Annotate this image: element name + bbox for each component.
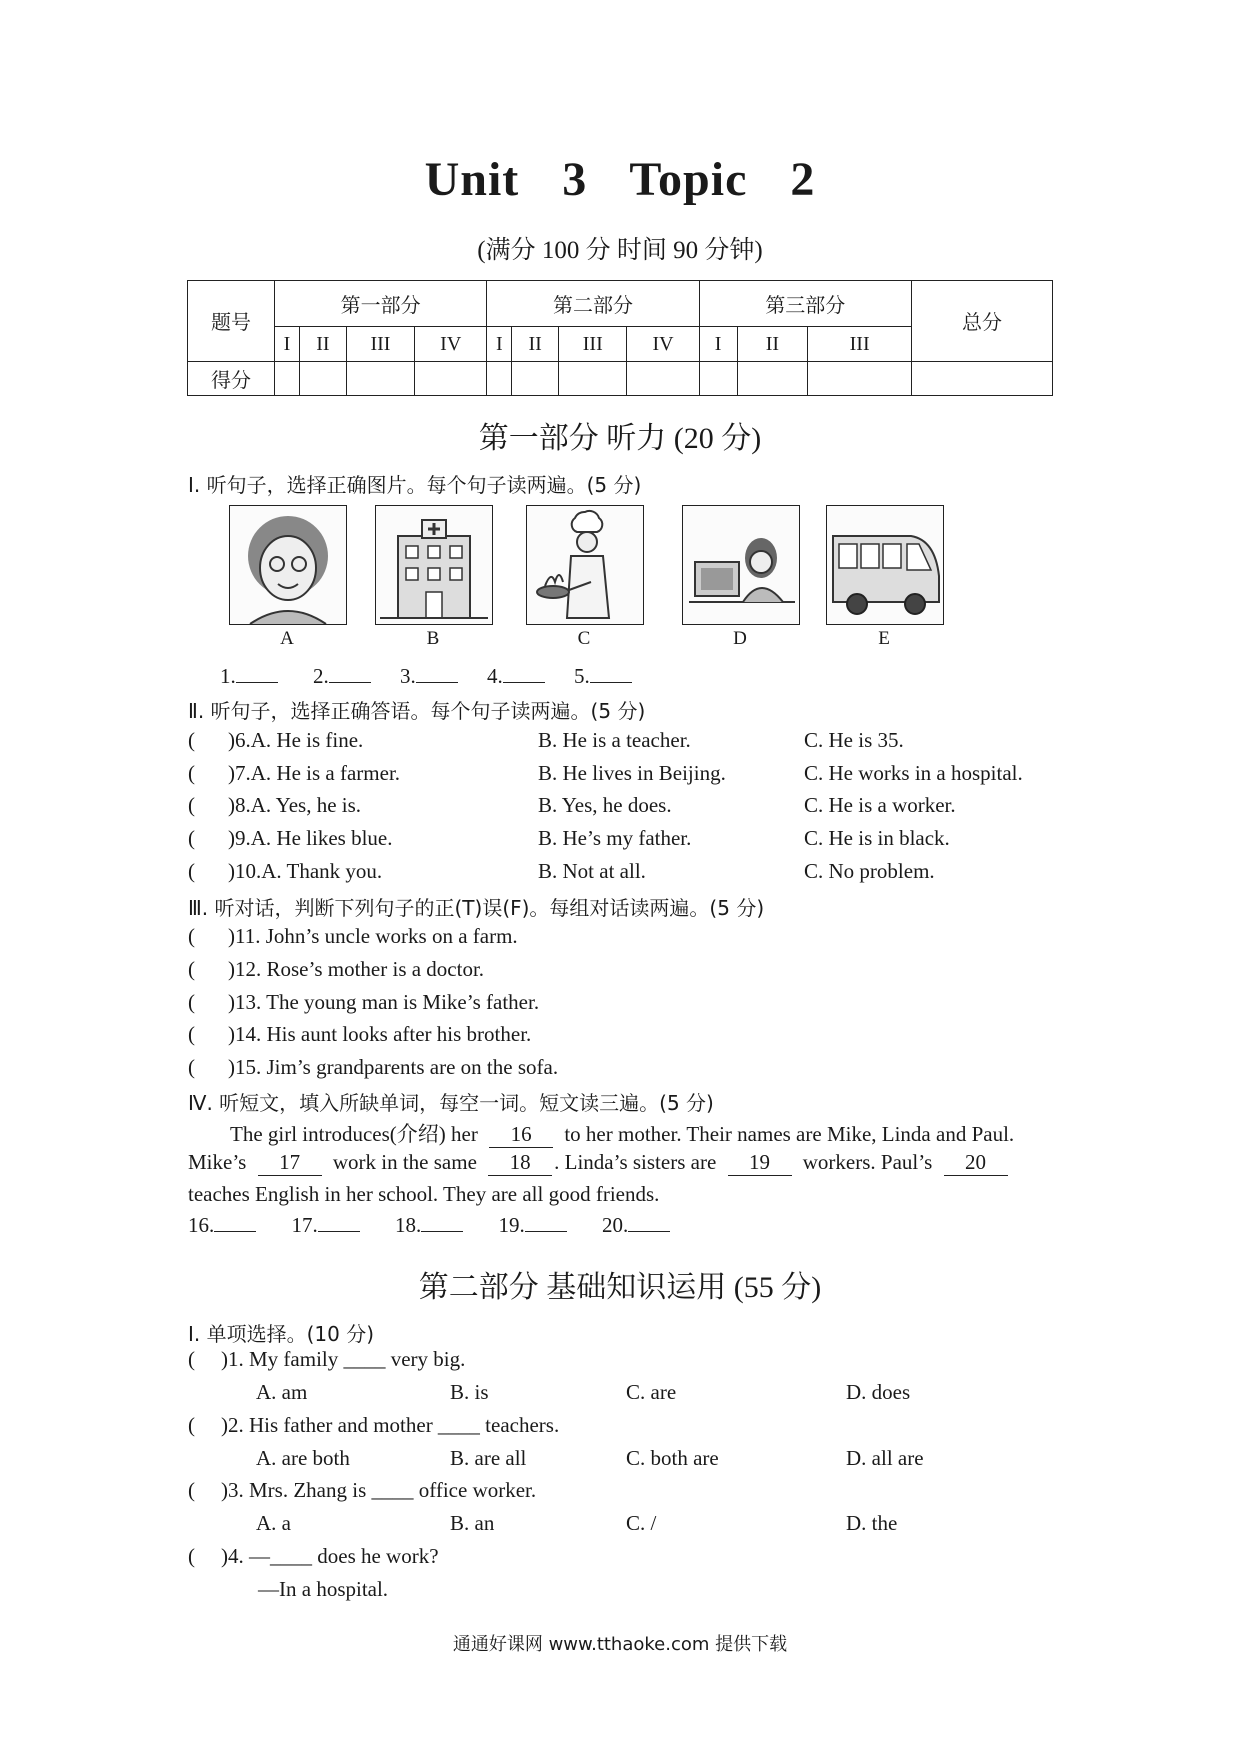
answer-paren[interactable]: (: [188, 728, 195, 752]
answer-paren[interactable]: (: [188, 1347, 195, 1371]
score-cell[interactable]: [627, 361, 699, 395]
part1-heading: 第一部分 听力 (20 分): [478, 422, 762, 455]
q4-reply: —In a hospital.: [258, 1577, 389, 1601]
option-c: C. He is a worker.: [804, 793, 956, 817]
answer-paren[interactable]: (: [188, 1413, 195, 1437]
picture-b-hospital: [375, 505, 493, 625]
p2-sec1-instruction: Ⅰ. 单项选择。(10 分): [188, 1322, 375, 1346]
option-c: C. No problem.: [804, 859, 935, 883]
score-cell[interactable]: [737, 361, 808, 395]
blank-20[interactable]: 20: [944, 1150, 1008, 1176]
col-p3-1: I: [699, 327, 737, 361]
picture-label-b: B: [426, 628, 440, 649]
answer-blank[interactable]: [329, 664, 371, 683]
answer-blank[interactable]: [503, 664, 545, 683]
mc-question-3: ( )3. Mrs. Zhang is ____ office worker.: [188, 1478, 537, 1502]
p1-sec2-instruction: Ⅱ. 听句子，选择正确答语。每个句子读两遍。(5 分): [188, 699, 646, 723]
mc-question-1: ( )1. My family ____ very big.: [188, 1347, 466, 1371]
picture-a-grandmother: [229, 505, 347, 625]
sec3-statement-row: [188, 990, 539, 1015]
option-b: B. He is a teacher.: [538, 728, 691, 752]
option-a: A. He likes blue.: [250, 826, 393, 850]
page-footer: 通通好课网 www.tthaoke.com 提供下载: [452, 1634, 788, 1655]
score-cell[interactable]: [415, 361, 487, 395]
score-cell[interactable]: [512, 361, 559, 395]
option-a: A. Thank you.: [261, 859, 383, 883]
part3-header: 第三部分: [699, 281, 911, 327]
q3-option-b: B. an: [450, 1511, 495, 1535]
sec2-question-row: [188, 826, 1088, 851]
answer-paren[interactable]: (: [188, 1055, 195, 1079]
score-cell[interactable]: [487, 361, 512, 395]
blank-16[interactable]: 16: [489, 1122, 553, 1148]
statement-text: )11. John’s uncle works on a farm.: [228, 924, 518, 948]
total-score-cell[interactable]: [912, 361, 1053, 395]
option-b: B. He lives in Beijing.: [538, 761, 726, 785]
score-cell[interactable]: [808, 361, 912, 395]
picture-c-cook: [526, 505, 644, 625]
part2-heading: 第二部分 基础知识运用 (55 分): [418, 1271, 822, 1304]
total-header: 总分: [912, 281, 1053, 362]
q3-option-d: D. the: [846, 1511, 898, 1535]
q2-option-b: B. are all: [450, 1446, 527, 1470]
score-table: [187, 280, 1053, 396]
q1-option-b: B. is: [450, 1380, 489, 1404]
answer-blank[interactable]: [525, 1213, 567, 1232]
picture-label-a: A: [280, 628, 294, 649]
picture-label-e: E: [878, 628, 890, 649]
answer-blank[interactable]: [214, 1213, 256, 1232]
option-b: B. Yes, he does.: [538, 793, 672, 817]
q1-option-a: A. am: [256, 1380, 308, 1404]
col-p2-1: I: [487, 327, 512, 361]
answer-paren[interactable]: (: [188, 761, 195, 785]
answer-blank[interactable]: [416, 664, 458, 683]
answer-paren[interactable]: (: [188, 826, 195, 850]
blank-18[interactable]: 18: [488, 1150, 552, 1176]
option-a: A. Yes, he is.: [250, 793, 362, 817]
sec2-question-row: [188, 728, 1088, 753]
col-p3-2: II: [737, 327, 808, 361]
option-a: A. He is a farmer.: [250, 761, 401, 785]
answer-blank[interactable]: [421, 1213, 463, 1232]
score-cell[interactable]: [299, 361, 346, 395]
row-label-title: 题号: [188, 281, 275, 362]
q3-option-a: A. a: [256, 1511, 291, 1535]
answer-paren[interactable]: (: [188, 957, 195, 981]
col-p1-1: I: [275, 327, 300, 361]
sec4-answer-slots: 16. 17. 18. 19. 20.: [188, 1213, 670, 1238]
sec2-question-row: [188, 761, 1088, 786]
score-cell[interactable]: [699, 361, 737, 395]
option-c: C. He works in a hospital.: [804, 761, 1023, 785]
part2-header: 第二部分: [487, 281, 699, 327]
score-cell[interactable]: [346, 361, 414, 395]
p1-sec3-instruction: Ⅲ. 听对话，判断下列句子的正(T)误(F)。每组对话读两遍。(5 分): [188, 896, 765, 920]
question-number: )10.: [228, 859, 262, 883]
p1-sec4-instruction: Ⅳ. 听短文，填入所缺单词，每空一词。短文读三遍。(5 分): [188, 1091, 714, 1115]
q2-option-d: D. all are: [846, 1446, 924, 1470]
sec3-statement-row: [188, 1055, 558, 1080]
sec1-answer-slots: 1. 2. 3. 4. 5.: [220, 664, 632, 689]
answer-paren[interactable]: (: [188, 990, 195, 1014]
option-b: B. He’s my father.: [538, 826, 692, 850]
sec3-statement-row: [188, 957, 484, 982]
sec2-question-row: [188, 793, 1088, 818]
answer-paren[interactable]: (: [188, 859, 195, 883]
sec3-statement-row: [188, 924, 518, 949]
col-p1-3: III: [346, 327, 414, 361]
answer-paren[interactable]: (: [188, 1022, 195, 1046]
statement-text: )15. Jim’s grandparents are on the sofa.: [228, 1055, 559, 1079]
passage-line-1: The girl introduces(介绍) her 16 to her mother. Their names are Mike, Linda and Paul.: [230, 1122, 1015, 1146]
sec2-question-row: [188, 859, 1088, 884]
q2-option-c: C. both are: [626, 1446, 719, 1470]
score-cell[interactable]: [275, 361, 300, 395]
answer-blank[interactable]: [318, 1213, 360, 1232]
statement-text: )14. His aunt looks after his brother.: [228, 1022, 532, 1046]
option-b: B. Not at all.: [538, 859, 646, 883]
picture-e-bus: [826, 505, 944, 625]
statement-text: )13. The young man is Mike’s father.: [228, 990, 540, 1014]
mc-question-2: ( )2. His father and mother ____ teachers.: [188, 1413, 560, 1437]
q3-option-c: C. /: [626, 1511, 657, 1535]
col-p1-2: II: [299, 327, 346, 361]
answer-blank[interactable]: [628, 1213, 670, 1232]
page-subtitle: (满分 100 分 时间 90 分钟): [477, 237, 763, 264]
option-c: C. He is in black.: [804, 826, 950, 850]
score-cell[interactable]: [559, 361, 627, 395]
answer-blank[interactable]: [236, 664, 278, 683]
sec3-statement-row: [188, 1022, 531, 1047]
answer-paren[interactable]: (: [188, 1544, 195, 1568]
option-c: C. He is 35.: [804, 728, 904, 752]
col-p2-2: II: [512, 327, 559, 361]
row-label-score: 得分: [188, 361, 275, 395]
col-p2-4: IV: [627, 327, 699, 361]
q2-option-a: A. are both: [256, 1446, 350, 1470]
page-title: Unit 3 Topic 2: [424, 153, 816, 206]
passage-line-3: teaches English in her school. They are all good friends.: [188, 1182, 660, 1206]
mc-question-4: ( )4. —____ does he work?: [188, 1544, 439, 1568]
blank-17[interactable]: 17: [258, 1150, 322, 1176]
question-number: )7.: [228, 761, 251, 785]
col-p3-3: III: [808, 327, 912, 361]
question-number: )6.: [228, 728, 251, 752]
statement-text: )12. Rose’s mother is a doctor.: [228, 957, 485, 981]
answer-paren[interactable]: (: [188, 924, 195, 948]
q1-option-d: D. does: [846, 1380, 911, 1404]
q1-option-c: C. are: [626, 1380, 677, 1404]
p1-sec1-instruction: Ⅰ. 听句子，选择正确图片。每个句子读两遍。(5 分): [188, 473, 642, 497]
answer-paren[interactable]: (: [188, 1478, 195, 1502]
picture-label-d: D: [733, 628, 747, 649]
answer-blank[interactable]: [590, 664, 632, 683]
col-p2-3: III: [559, 327, 627, 361]
option-a: A. He is fine.: [250, 728, 364, 752]
col-p1-4: IV: [415, 327, 487, 361]
picture-label-c: C: [577, 628, 591, 649]
picture-d-office-worker: [682, 505, 800, 625]
part1-header: 第一部分: [275, 281, 487, 327]
question-number: )8.: [228, 793, 251, 817]
blank-19[interactable]: 19: [728, 1150, 792, 1176]
answer-paren[interactable]: (: [188, 793, 195, 817]
question-number: )9.: [228, 826, 251, 850]
passage-line-2: Mike’s 17 work in the same 18 . Linda’s sisters are 19 workers. Paul’s 20: [188, 1150, 1014, 1176]
